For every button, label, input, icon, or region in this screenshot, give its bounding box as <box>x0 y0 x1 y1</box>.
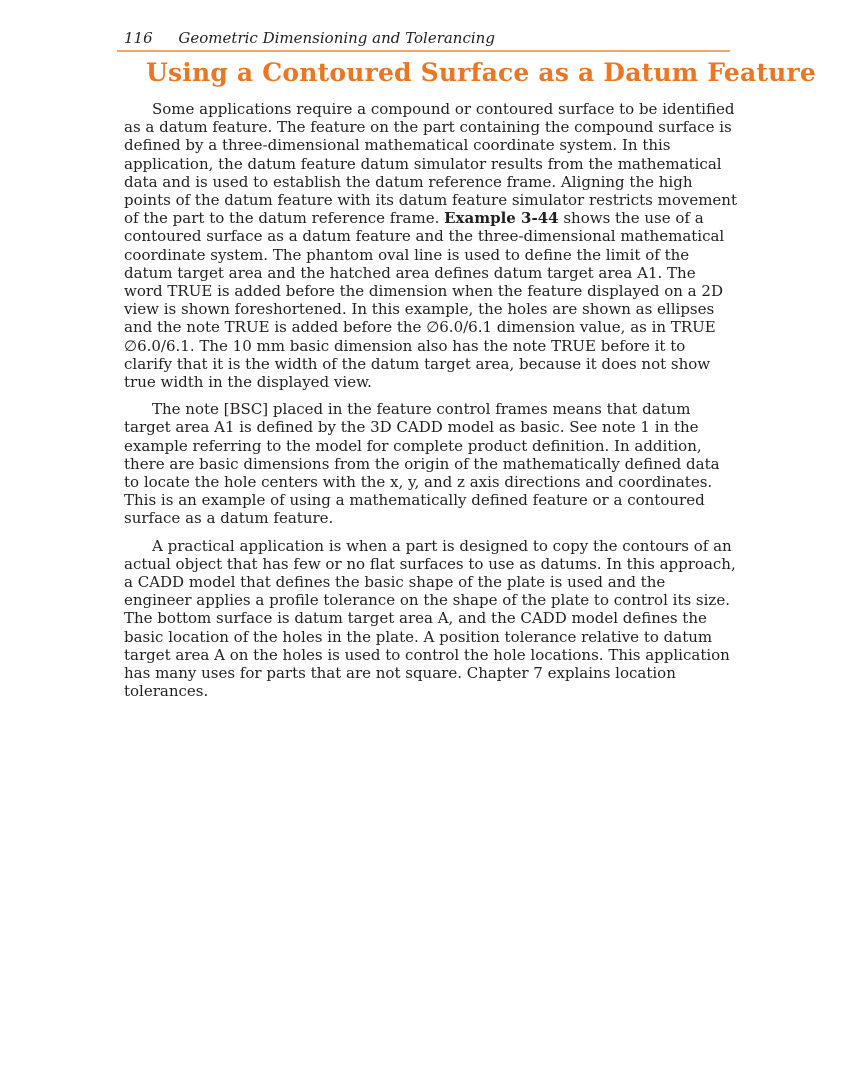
paragraph-2: The note [BSC] placed in the feature control frames means that datum target area A1 is defined by the 3D CADD model as basic. See note 1 in the example referring to the model for complete product definition. In addition, there are basic dimensions from the origin of the mathematically defined data to locate the hole centers with the x, y, and z axis directions and coordinates. This is an example of using a mathematically defined feature or a contoured surface as a datum feature. <box>124 400 720 528</box>
page-number: 116 <box>124 29 153 47</box>
page-header <box>124 29 495 47</box>
running-head: Geometric Dimensioning and Tolerancing <box>178 29 495 47</box>
example-reference: Example 3-44 <box>444 209 559 228</box>
paragraph-1 <box>124 100 737 391</box>
section-title: Using a Contoured Surface as a Datum Feature <box>146 58 816 87</box>
paragraph-1-text: Some applications require a compound or contoured surface to be identified as a datum feature. The feature on the part containing the compound surface is defined by a three-dimensional mathematical coordinate system. In this application, the datum feature datum simulator results from the mathematical data and is used to establish the datum reference frame. Aligning the high points of the datum feature with its datum feature simulator restricts movement of the part to the datum reference frame. <box>124 100 738 228</box>
body-text <box>124 100 737 710</box>
paragraph-3: A practical application is when a part is designed to copy the contours of an actual object that has few or no flat surfaces to use as datums. In this approach, a CADD model that defines the basic shape of the plate is used and the engineer applies a profile tolerance on the shape of the plate to control its size. The bottom surface is datum target area A, and the CADD model defines the basic location of the holes in the plate. A position tolerance relative to datum target area A on the holes is used to control the hole locations. This application has many uses for parts that are not square. Chapter 7 explains location tolerances. <box>124 536 736 701</box>
header-rule <box>117 50 730 52</box>
paragraph-1-text-continued: shows the use of a contoured surface as a datum feature and the three-dimensional mathematical coordinate system. The phantom oval line is used to define the limit of the datum target area and the hatched area defines datum target area A1. The word TRUE is added before the dimension when the feature displayed on a 2D view is shown foreshortened. In this example, the holes are shown as ellipses and the note TRUE is added before the ∅6.0/6.1 dimension value, as in TRUE ∅6.0/6.1. The 10 mm basic dimension also has the note TRUE before it to clarify that it is the width of the datum target area, because it does not show true width in the displayed view. <box>124 209 725 392</box>
